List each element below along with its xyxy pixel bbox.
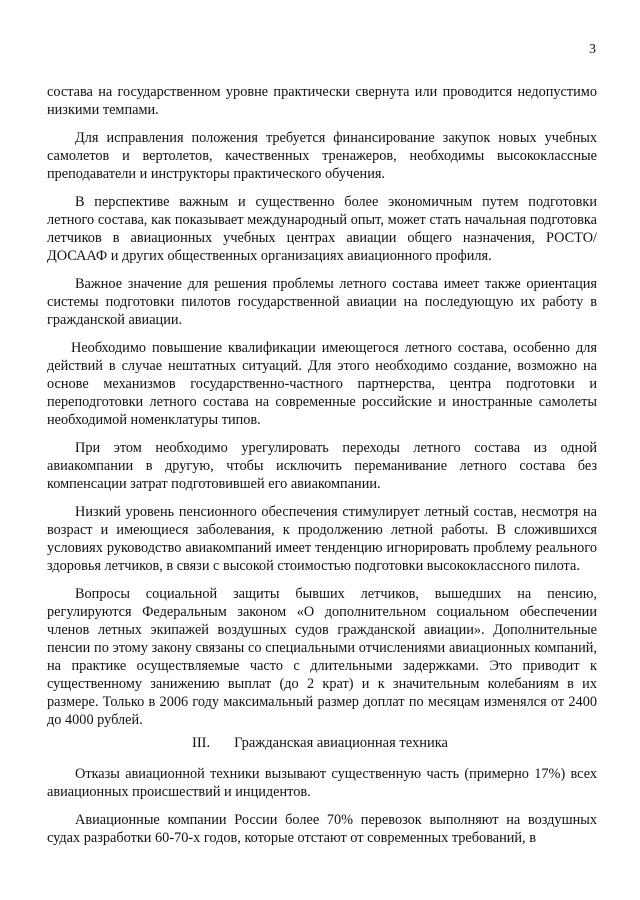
paragraph: Важное значение для решения проблемы летного состава имеет также ориентация системы подготовки пилотов государственной авиации на последующую их работу в гражданской авиации. bbox=[47, 276, 597, 328]
paragraph: Необходимо повышение квалификации имеющегося летного состава, особенно для действий в случае нештатных ситуаций. Для этого необходимо создание, возможно на основе механизмов государственно-частного партнерства, центра подготовки и переподготовки летного состава на современные российские и иностранные самолеты необходимой номенклатуры типов. bbox=[47, 340, 597, 428]
paragraph-continuation: состава на государственном уровне практически свернута или проводится недопустимо низкими темпами. bbox=[47, 84, 597, 118]
paragraph: Низкий уровень пенсионного обеспечения стимулирует летный состав, несмотря на возраст и имеющиеся заболевания, к продолжению летной работы. В сложившихся условиях руководство авиакомпаний имеет тенденцию игнорировать проблему реального здоровья летчиков, в связи с высокой стоимостью подготовки высококлассного пилота. bbox=[47, 504, 597, 574]
body-text-top bbox=[47, 83, 597, 739]
paragraph: Отказы авиационной техники вызывают существенную часть (примерно 17%) всех авиационных происшествий и инцидентов. bbox=[47, 766, 597, 800]
paragraph: Для исправления положения требуется финансирование закупок новых учебных самолетов и вертолетов, качественных тренажеров, необходимы высококлассные преподаватели и инструкторы практического обучения. bbox=[47, 130, 597, 182]
body-text-bottom bbox=[47, 765, 597, 857]
paragraph: При этом необходимо урегулировать переходы летного состава из одной авиакомпании в другую, чтобы исключить переманивание летного состава без компенсации затрат подготовившей его авиакомпании. bbox=[47, 440, 597, 492]
page-number: 3 bbox=[589, 42, 596, 57]
section-title: Гражданская авиационная техника bbox=[234, 735, 448, 751]
section-number: III. bbox=[192, 735, 211, 751]
paragraph: Авиационные компании России более 70% перевозок выполняют на воздушных судах разработки 60-70-х годов, которые отстают от современных требований, в bbox=[47, 812, 597, 846]
section-heading bbox=[0, 734, 640, 752]
paragraph: В перспективе важным и существенно более экономичным путем подготовки летного состава, как показывает международный опыт, может стать начальная подготовка летчиков в авиационных учебных центрах авиации общего назначения, РОСТО/ДОСААФ и других общественных организациях авиационного профиля. bbox=[47, 194, 597, 264]
paragraph: Вопросы социальной защиты бывших летчиков, вышедших на пенсию, регулируются Федеральным законом «О дополнительном социальном обеспечении членов летных экипажей воздушных судов гражданской авиации». Дополнительные пенсии по этому закону связаны со специальными отчислениями авиационных компаний, на практике осуществляемые часто с длительными задержками. Это приводит к существенному занижению выплат (до 2 крат) и к значительным колебаниям в их размере. Только в 2006 году максимальный размер доплат по месяцам изменялся от 2400 до 4000 рублей. bbox=[47, 586, 597, 728]
